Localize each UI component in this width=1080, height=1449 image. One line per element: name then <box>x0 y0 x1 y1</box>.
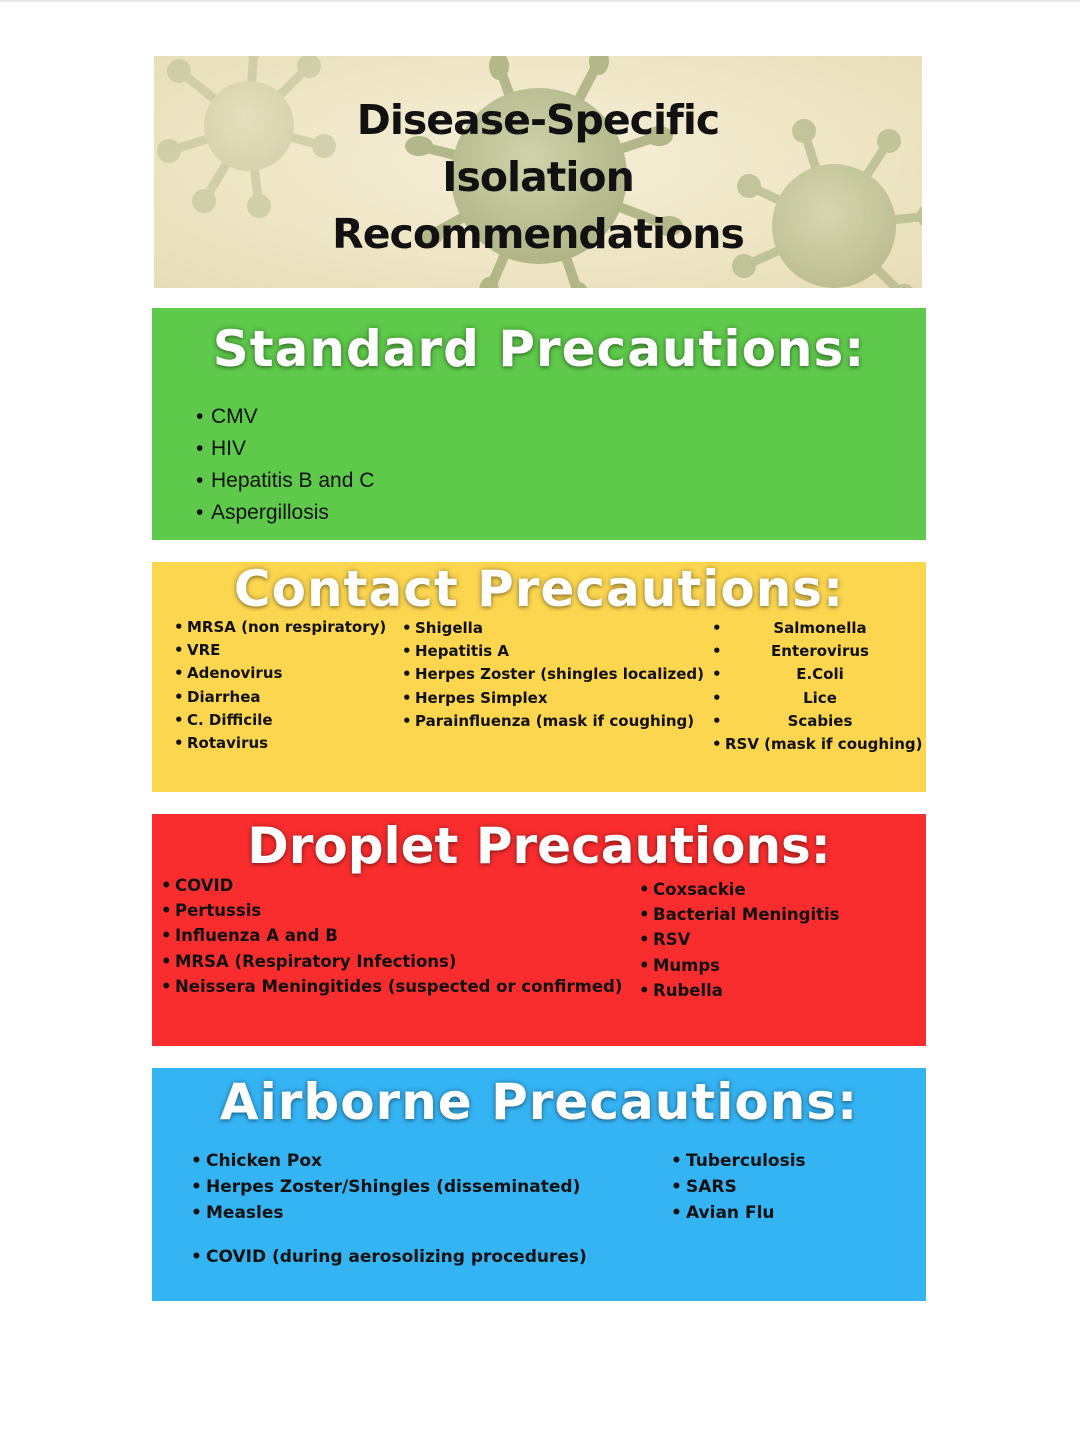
standard-list <box>211 401 374 529</box>
list-item: • COVID <box>175 873 622 898</box>
droplet-list-col-1 <box>175 873 622 999</box>
list-item: • Hepatitis A <box>415 640 704 663</box>
list-item: • Rotavirus <box>187 732 386 755</box>
list-item: • MRSA (Respiratory Infections) <box>175 949 622 974</box>
list-item: • SARS <box>686 1174 806 1200</box>
list-item: • MRSA (non respiratory) <box>187 616 386 639</box>
section-heading: Droplet Precautions: <box>247 817 831 875</box>
list-item: • Diarrhea <box>187 686 386 709</box>
list-item: • Coxsackie <box>653 877 840 902</box>
list-item: • Lice <box>725 687 915 710</box>
list-item: • C. Difficile <box>187 709 386 732</box>
section-heading: Contact Precautions: <box>233 562 845 618</box>
page-title <box>154 92 922 263</box>
list-item: • Scabies <box>725 710 915 733</box>
airborne-list-col-1 <box>206 1148 580 1226</box>
list-item: • RSV <box>653 927 840 952</box>
header-banner <box>154 56 922 288</box>
top-border <box>0 0 1080 2</box>
list-item: • Chicken Pox <box>206 1148 580 1174</box>
droplet-precautions-panel <box>152 814 926 1046</box>
airborne-list-col-2 <box>686 1148 806 1226</box>
list-item: • E.Coli <box>725 663 915 686</box>
list-item: • Neissera Meningitides (suspected or confirmed) <box>175 974 622 999</box>
list-item: • Tuberculosis <box>686 1148 806 1174</box>
list-item: • Aspergillosis <box>211 497 374 529</box>
list-item: • Bacterial Meningitis <box>653 902 840 927</box>
list-item: • Hepatitis B and C <box>211 465 374 497</box>
list-item: • Adenovirus <box>187 662 386 685</box>
list-item: • VRE <box>187 639 386 662</box>
list-item: • Salmonella <box>725 617 915 640</box>
list-item: • Parainfluenza (mask if coughing) <box>415 710 704 733</box>
list-item: • Avian Flu <box>686 1200 806 1226</box>
title-line: Disease-Specific <box>356 96 720 144</box>
list-item: • Herpes Zoster (shingles localized) <box>415 663 704 686</box>
contact-precautions-panel <box>152 562 926 792</box>
title-line: Recommendations <box>332 210 744 258</box>
contact-list-col-3 <box>725 617 923 756</box>
title-line: Isolation <box>442 153 634 201</box>
list-item: • Enterovirus <box>725 640 915 663</box>
list-item: • Rubella <box>653 978 840 1003</box>
contact-list-col-1 <box>187 616 386 755</box>
list-item: • Shigella <box>415 617 704 640</box>
list-item: • Influenza A and B <box>175 923 622 948</box>
section-heading: Standard Precautions: <box>212 320 866 378</box>
list-item: • COVID (during aerosolizing procedures) <box>206 1244 587 1270</box>
contact-list-col-2 <box>415 617 704 733</box>
list-item: • Pertussis <box>175 898 622 923</box>
list-item: • CMV <box>211 401 374 433</box>
list-item: • Herpes Zoster/Shingles (disseminated) <box>206 1174 580 1200</box>
list-item: • Herpes Simplex <box>415 687 704 710</box>
list-item: • HIV <box>211 433 374 465</box>
list-item: • RSV (mask if coughing) <box>725 733 915 756</box>
droplet-list-col-2 <box>653 877 840 1003</box>
airborne-list-extra <box>206 1244 587 1270</box>
list-item: • Mumps <box>653 953 840 978</box>
list-item: • Measles <box>206 1200 580 1226</box>
airborne-precautions-panel <box>152 1068 926 1301</box>
section-heading: Airborne Precautions: <box>219 1073 859 1131</box>
standard-precautions-panel <box>152 308 926 540</box>
